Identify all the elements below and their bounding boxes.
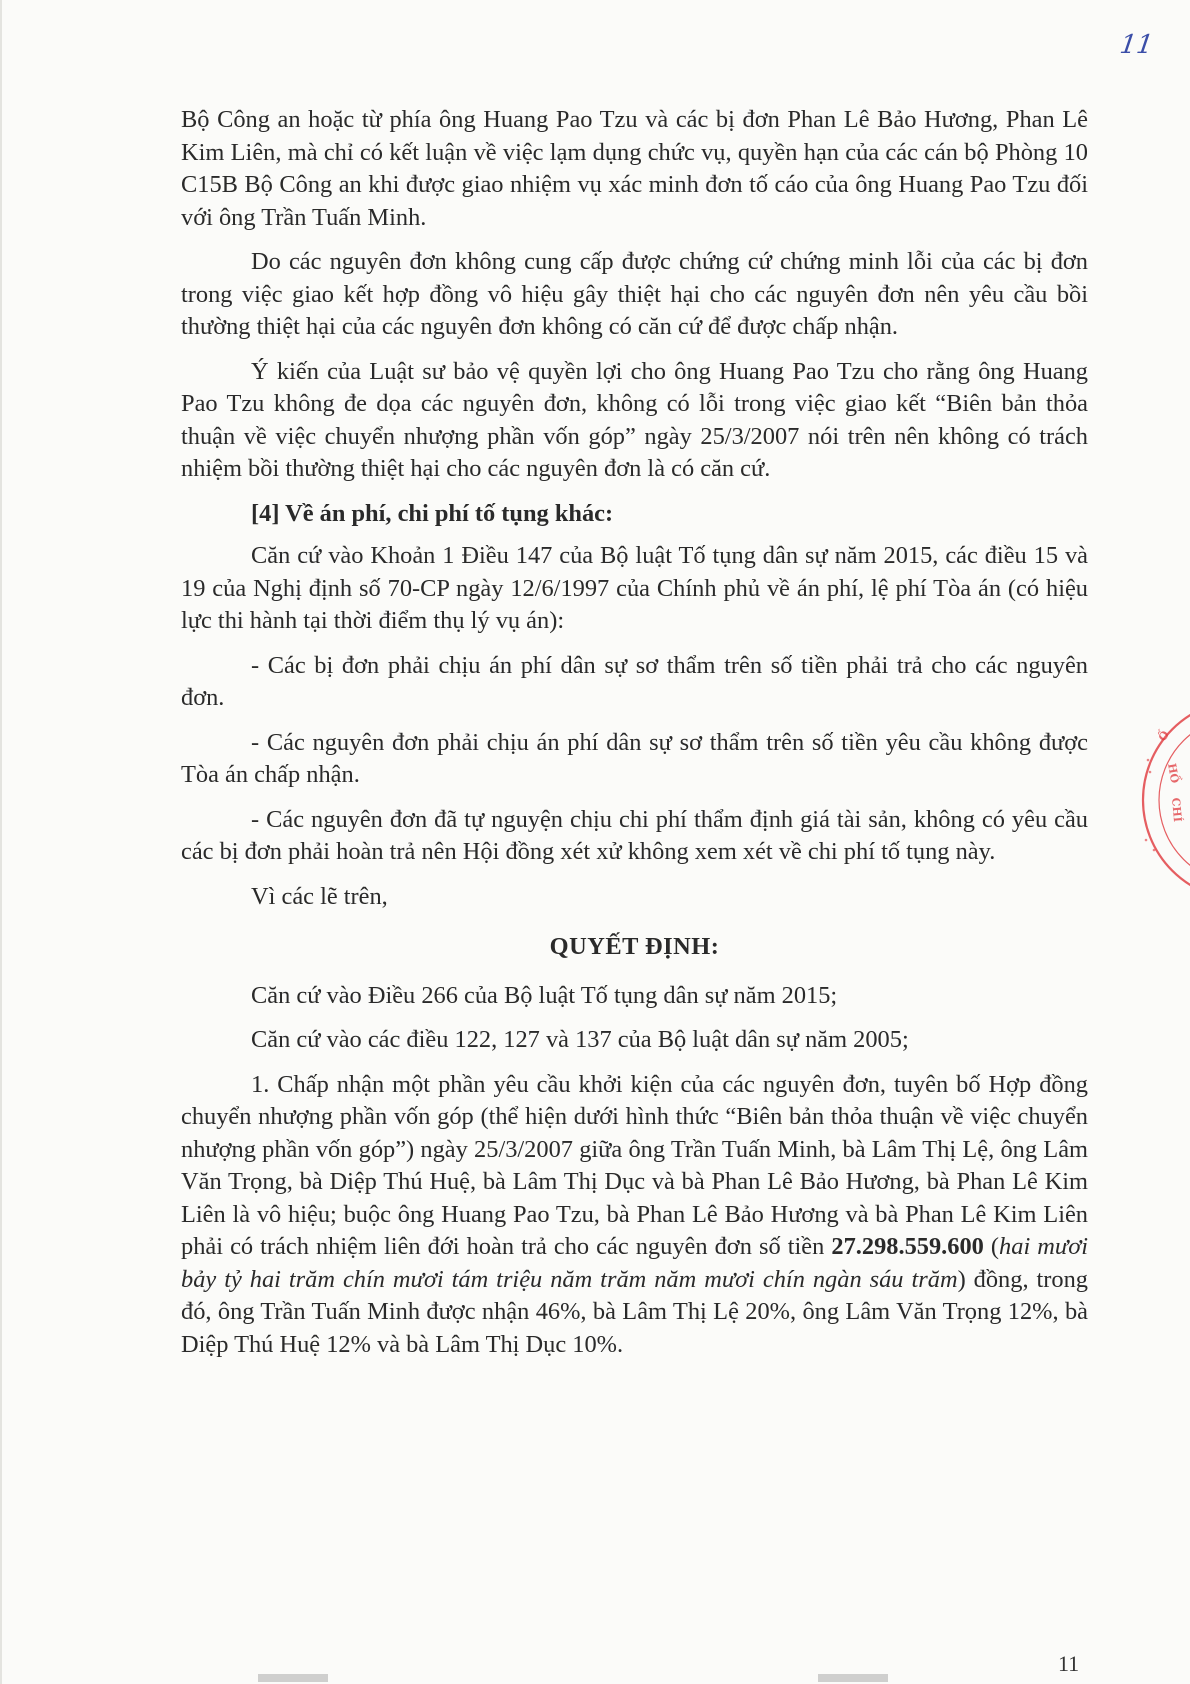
paragraph-9: Căn cứ vào Điều 266 của Bộ luật Tố tụng dân sự năm 2015;	[251, 981, 838, 1009]
handwritten-page-mark: 11	[1117, 30, 1156, 60]
document-body	[181, 104, 1088, 1373]
amount-in-words: hai mươi bảy tỷ hai trăm chín mươi tám triệu năm trăm năm mươi chín ngàn sáu trăm	[181, 1233, 1088, 1293]
court-seal-stamp-icon	[1128, 690, 1190, 910]
paragraph-7: - Các nguyên đơn đã tự nguyện chịu chi phí thẩm định giá tài sản, không có yêu cầu các bị đơn phải hoàn trả nên Hội đồng xét xử không xem xét về chi phí tố tụng này.	[181, 805, 1088, 865]
paragraph-11	[181, 1069, 1088, 1362]
paragraph-8: Vì các lẽ trên,	[251, 882, 388, 910]
paragraph-1: Bộ Công an hoặc từ phía ông Huang Pao Tzu và các bị đơn Phan Lê Bảo Hương, Phan Lê Kim Liên, mà chỉ có kết luận về việc lạm dụng chức vụ, quyền hạn của các cán bộ Phòng 10 C15B Bộ Công an khi được giao nhiệm vụ xác minh đơn tố cáo của ông Huang Pao Tzu đối với ông Trần Tuấn Minh.	[181, 106, 1088, 231]
paragraph-11-text-c: ) đồng, trong đó, ông Trần Tuấn Minh được nhận 46%, bà Lâm Thị Lệ 20%, ông Lâm Văn Trọng 12%, bà Diệp Thú Huệ 12% và bà Lâm Thị Dục 10%.	[181, 1265, 1088, 1358]
svg-text:HỒ: HỒ	[1165, 762, 1182, 785]
paragraph-10: Căn cứ vào các điều 122, 127 và 137 của Bộ luật dân sự năm 2005;	[251, 1026, 909, 1053]
svg-text:CHÍ: CHÍ	[1169, 797, 1185, 823]
scan-artifact-icon	[818, 1672, 888, 1684]
page-number: 11	[1058, 1651, 1080, 1676]
scan-artifact-icon	[258, 1672, 328, 1684]
paragraph-11-text-b: (	[983, 1233, 1000, 1260]
decision-title: QUYẾT ĐỊNH:	[549, 933, 720, 960]
paragraph-2: Do các nguyên đơn không cung cấp được chứng cứ chứng minh lỗi của các bị đơn trong việc giao kết hợp đồng vô hiệu gây thiệt hại cho các nguyên đơn nên yêu cầu bồi thường thiệt hại của các nguyên đơn không có căn cứ để được chấp nhận.	[181, 248, 1088, 340]
scan-edge	[0, 0, 2, 1684]
paragraph-4: Căn cứ vào Khoản 1 Điều 147 của Bộ luật Tố tụng dân sự năm 2015, các điều 15 và 19 của Nghị định số 70-CP ngày 12/6/1997 của Chính phủ về án phí, lệ phí Tòa án (có hiệu lực thi hành tại thời điểm thụ lý vụ án):	[181, 542, 1088, 634]
paragraph-5: - Các bị đơn phải chịu án phí dân sự sơ thẩm trên số tiền phải trả cho các nguyên đơn.	[181, 651, 1088, 711]
amount-figure: 27.298.559.600	[831, 1233, 984, 1260]
paragraph-11-text-a: 1. Chấp nhận một phần yêu cầu khởi kiện của các nguyên đơn, tuyên bố Hợp đồng chuyển nhượng phần vốn góp (thể hiện dưới hình thức “Biên bản thỏa thuận về việc chuyển nhượng phần vốn góp”) ngày 25/3/2007 giữa ông Trần Tuấn Minh, bà Lâm Thị Lệ, ông Lâm Văn Trọng, bà Diệp Thú Huệ, bà Lâm Thị Dục và bà Phan Lê Bảo Hương, bà Phan Lê Kim Liên là vô hiệu; buộc ông Huang Pao Tzu, bà Phan Lê Bảo Hương và bà Phan Lê Kim Liên phải có trách nhiệm liên đới hoàn trả cho các nguyên đơn số tiền	[181, 1070, 1088, 1260]
section-heading-4: [4] Về án phí, chi phí tố tụng khác:	[251, 499, 614, 527]
paragraph-3: Ý kiến của Luật sư bảo vệ quyền lợi cho ông Huang Pao Tzu cho rằng ông Huang Pao Tzu không đe dọa các nguyên đơn, không có lỗi trong việc giao kết “Biên bản thỏa thuận về việc chuyển nhượng phần vốn góp” ngày 25/3/2007 nói trên nên không có trách nhiệm bồi thường thiệt hại cho các nguyên đơn là có căn cứ.	[181, 357, 1088, 482]
paragraph-6: - Các nguyên đơn phải chịu án phí dân sự sơ thẩm trên số tiền yêu cầu không được Tòa án chấp nhận.	[181, 728, 1088, 788]
svg-text:Ố: Ố	[1155, 728, 1172, 744]
